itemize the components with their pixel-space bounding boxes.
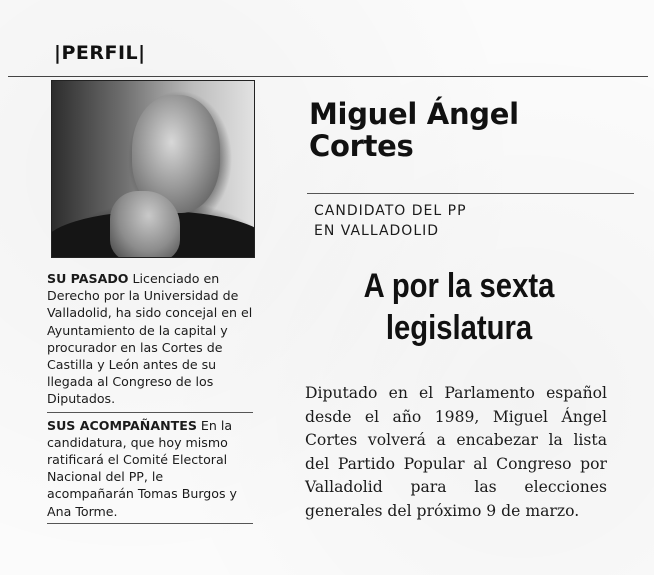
headline-line-1: A por la sexta bbox=[363, 267, 555, 305]
article-body: Diputado en el Parlamento español desde el año 1989, Miguel Ángel Cortes volverá a encabezar la lista del Partido Popular al Congreso por Valladolid para las elecciones generales del próximo 9 de marzo. bbox=[305, 384, 607, 520]
portrait-photo bbox=[51, 80, 255, 258]
past-text: Licenciado en Derecho por la Universidad de Valladolid, ha sido concejal en el Ayuntamiento de la capital y procurador en las Cortes de Castilla y León antes de su llegada al Congreso de los Diputados. bbox=[47, 271, 253, 407]
past-section bbox=[47, 270, 253, 413]
profile-name bbox=[309, 98, 519, 162]
name-line-1: Miguel Ángel bbox=[309, 97, 519, 131]
companions-label: SUS ACOMPAÑANTES bbox=[47, 417, 197, 433]
section-tag: |PERFIL| bbox=[54, 42, 146, 64]
profile-role bbox=[314, 201, 467, 241]
companions-text: En la candidatura, que hoy mismo ratificará el Comité Electoral Nacional del PP, le acompañarán Tomas Burgos y Ana Torme. bbox=[47, 417, 238, 519]
name-divider bbox=[307, 193, 634, 194]
profile-sidebar bbox=[47, 270, 253, 524]
article-headline bbox=[322, 265, 595, 349]
top-divider bbox=[8, 76, 648, 77]
headline-line-2: legislatura bbox=[385, 309, 533, 347]
role-line-2: EN VALLADOLID bbox=[314, 223, 440, 239]
companions-section bbox=[47, 413, 253, 524]
photo-hand-shape bbox=[110, 191, 180, 258]
name-line-2: Cortes bbox=[309, 129, 414, 163]
role-line-1: CANDIDATO DEL PP bbox=[314, 203, 467, 219]
past-label: SU PASADO bbox=[47, 271, 129, 286]
